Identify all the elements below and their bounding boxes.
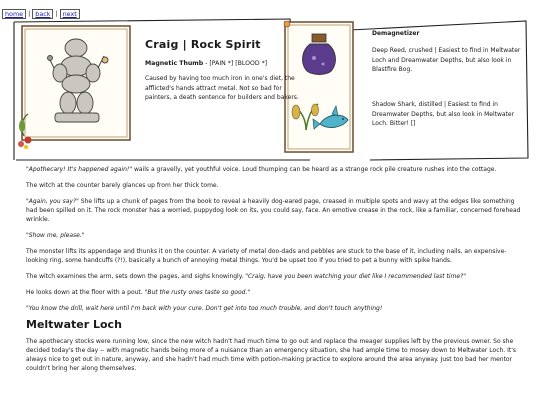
dialogue: "But the rusty ones taste so good." [144, 289, 251, 296]
story-paragraph [26, 288, 526, 297]
story-paragraph [26, 304, 526, 313]
story-paragraph [26, 231, 526, 240]
story-paragraph: The monster lifts its appendage and thunks it on the counter. A variety of metal doo-dads and pebbles are stuck to the base of it, including nails, an expensive-looking ring, some handcuffs (?!), basically a bunch of annoying metal things. You'd be upset too if you tried to pet a bunny with spike hands. [26, 248, 507, 264]
narration: wails a gravelly, yet youthful voice. Loud thumping can be heard as a strange rock pile creature rushes into the cottage. [132, 166, 497, 173]
section-heading: Meltwater Loch [26, 318, 122, 331]
ailment-line [145, 60, 267, 67]
patient-card [10, 18, 530, 163]
dialogue: "Show me, please." [26, 232, 85, 239]
ailment-description: Caused by having too much iron in one's diet, the afflicted's hands attract metal. Not so bad for painters, a death sentence for builders and bakers. [145, 75, 299, 102]
ailment-tags: - [PAIN *] [BLOOD *] [203, 60, 268, 67]
nav-separator: | [55, 9, 58, 17]
remedy-ingredient-1: Deep Reed, crushed | Easiest to find in Meltwater Loch and Dreamwater Depths, but also look in Blastfire Bog. [372, 47, 521, 74]
patient-title: Craig | Rock Spirit [145, 38, 261, 51]
story-paragraph: The witch at the counter barely glances up from her thick tome. [26, 182, 219, 189]
story-paragraph: The apothecary stocks were running low, since the new witch hadn't had much time to go out and replace the meager supplies left by the previous owner. So she decided today's the day -- with magnetic hands being more of a nuisance than an emergency situation, she had ample time to mosey down to Meltwater Loch. It's always nice to get out in nature, anyway, and she hadn't had much time with potion-making practice to explore around the area anyway. Just too bad her mentor couldn't bring her along themselves. [26, 338, 517, 372]
dialogue: "You know the drill, wait here until I'm back with your cure. Don't get into too much trouble, and don't touch anything! [26, 305, 383, 312]
home-link[interactable]: home [2, 9, 26, 19]
ailment-name: Magnetic Thumb [145, 60, 204, 67]
dialogue: "Again, you say?" [26, 198, 79, 205]
dialogue: "Apothecary! It's happened again!" [26, 166, 133, 173]
story-text [26, 165, 526, 380]
dialogue: "Craig, have you been watching your diet like I recommended last time?" [245, 273, 466, 280]
story-paragraph [26, 165, 526, 174]
back-link[interactable]: back [32, 9, 53, 19]
remedy-title: Demagnetizer [372, 30, 420, 37]
nav-separator: | [28, 9, 31, 17]
narration: She lifts up a chunk of pages from the book to reveal a heavily dog-eared page, creased in multiple spots and wavy at the edges like something had been spilled on it. The rock monster has a worried, puppydog look on its, you could say, face. An emotive crease in the rock, like a familiar, concerned forehead wrinkle. [26, 198, 521, 223]
story-paragraph [26, 197, 526, 224]
narration: The witch examines the arm, sets down the pages, and sighs knowingly. [26, 273, 246, 280]
remedy-ingredient-2: Shadow Shark, distilled | Easiest to find in Dreamwater Depths, but also look in Meltwater Loch. Bitter! [] [372, 101, 515, 128]
story-paragraph [26, 272, 526, 281]
next-link[interactable]: next [60, 9, 80, 19]
narration: He looks down at the floor with a pout. [26, 289, 145, 296]
